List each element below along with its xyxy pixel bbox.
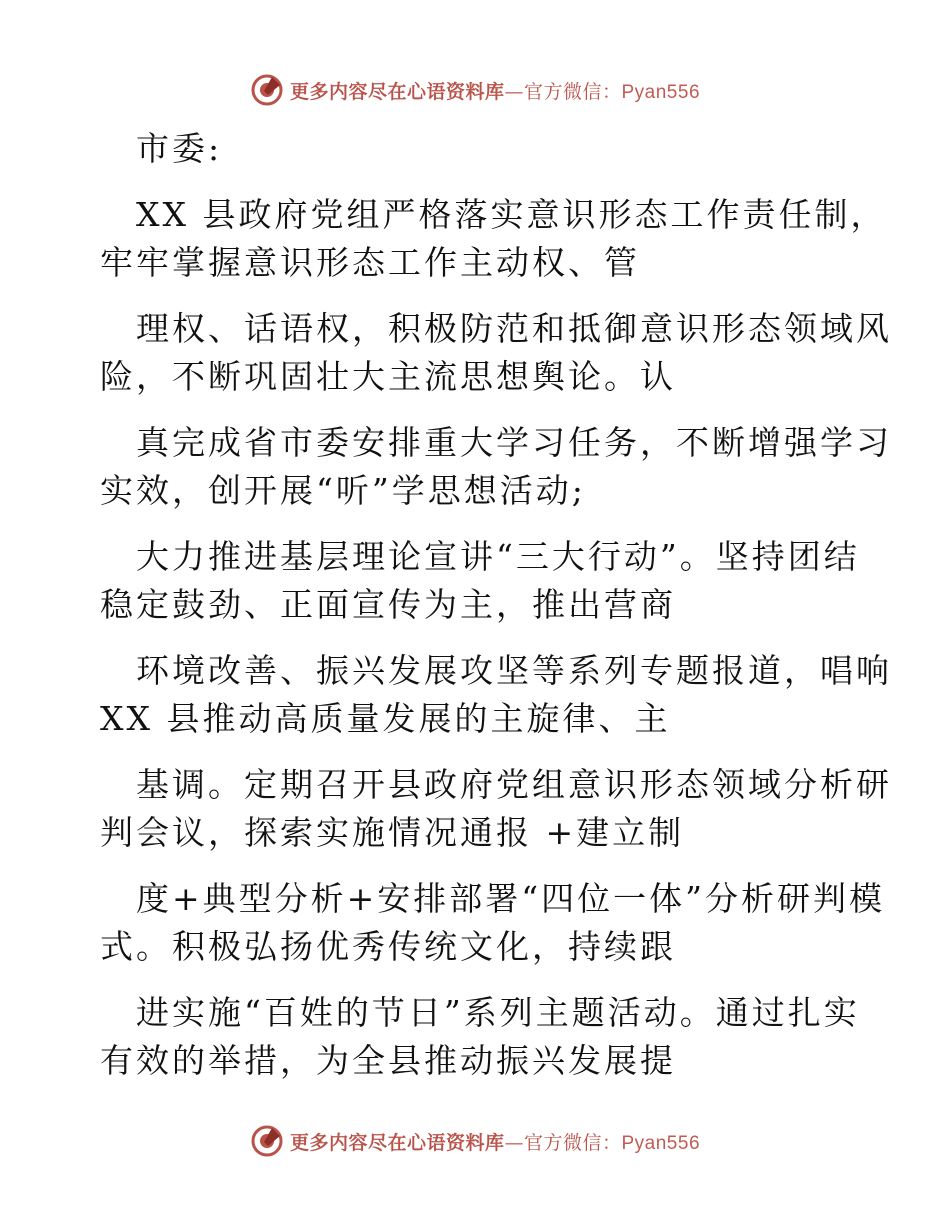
watermark-brand: 更多内容尽在心语资料库 bbox=[289, 1131, 505, 1154]
header-watermark-banner bbox=[0, 70, 950, 110]
watermark-text bbox=[290, 1128, 700, 1155]
watermark-contact-handle: Pyan556 bbox=[621, 81, 701, 103]
text-line: 环境改善、振兴发展攻坚等系列专题报道，唱响 bbox=[136, 651, 892, 690]
watermark-separator: — bbox=[504, 80, 524, 103]
brand-logo-icon bbox=[250, 73, 284, 107]
text-line: 基调。定期召开县政府党组意识形态领域分析研 bbox=[136, 765, 892, 804]
text-line: 判会议，探索实施情况通报 +建立制 bbox=[100, 813, 685, 852]
text-line: 真完成省市委安排重大学习任务，不断增强学习 bbox=[136, 423, 892, 462]
watermark-contact-label: 官方微信： bbox=[523, 80, 622, 103]
text-line: 度+典型分析+安排部署“四位一体”分析研判模 bbox=[136, 879, 886, 918]
watermark-contact-handle: Pyan556 bbox=[621, 1132, 701, 1154]
watermark-separator: — bbox=[504, 1131, 524, 1154]
document-body bbox=[100, 125, 892, 1085]
text-line: 稳定鼓劲、正面宣传为主，推出营商 bbox=[100, 585, 676, 624]
text-line: 牢牢掌握意识形态工作主动权、管 bbox=[100, 243, 640, 282]
text-line: 大力推进基层理论宣讲“三大行动”。坚持团结 bbox=[136, 537, 860, 576]
watermark-brand: 更多内容尽在心语资料库 bbox=[289, 80, 505, 103]
footer-watermark-banner bbox=[0, 1121, 950, 1161]
watermark-text bbox=[290, 77, 700, 104]
text-line: 式。积极弘扬优秀传统文化，持续跟 bbox=[100, 927, 676, 966]
text-line: 进实施“百姓的节日”系列主题活动。通过扎实 bbox=[136, 993, 860, 1032]
text-line: 有效的举措，为全县推动振兴发展提 bbox=[100, 1041, 676, 1080]
text-line: 险，不断巩固壮大主流思想舆论。认 bbox=[100, 357, 676, 396]
text-line: 理权、话语权，积极防范和抵御意识形态领域风 bbox=[136, 309, 892, 348]
text-line: 实效，创开展“听”学思想活动; bbox=[100, 471, 586, 510]
brand-logo-icon bbox=[250, 1124, 284, 1158]
text-line: XX 县推动高质量发展的主旋律、主 bbox=[100, 699, 671, 738]
text-line-salutation: 市委: bbox=[136, 129, 223, 168]
watermark-contact-label: 官方微信： bbox=[523, 1131, 622, 1154]
text-line: XX 县政府党组严格落实意识形态工作责任制， bbox=[136, 195, 887, 234]
